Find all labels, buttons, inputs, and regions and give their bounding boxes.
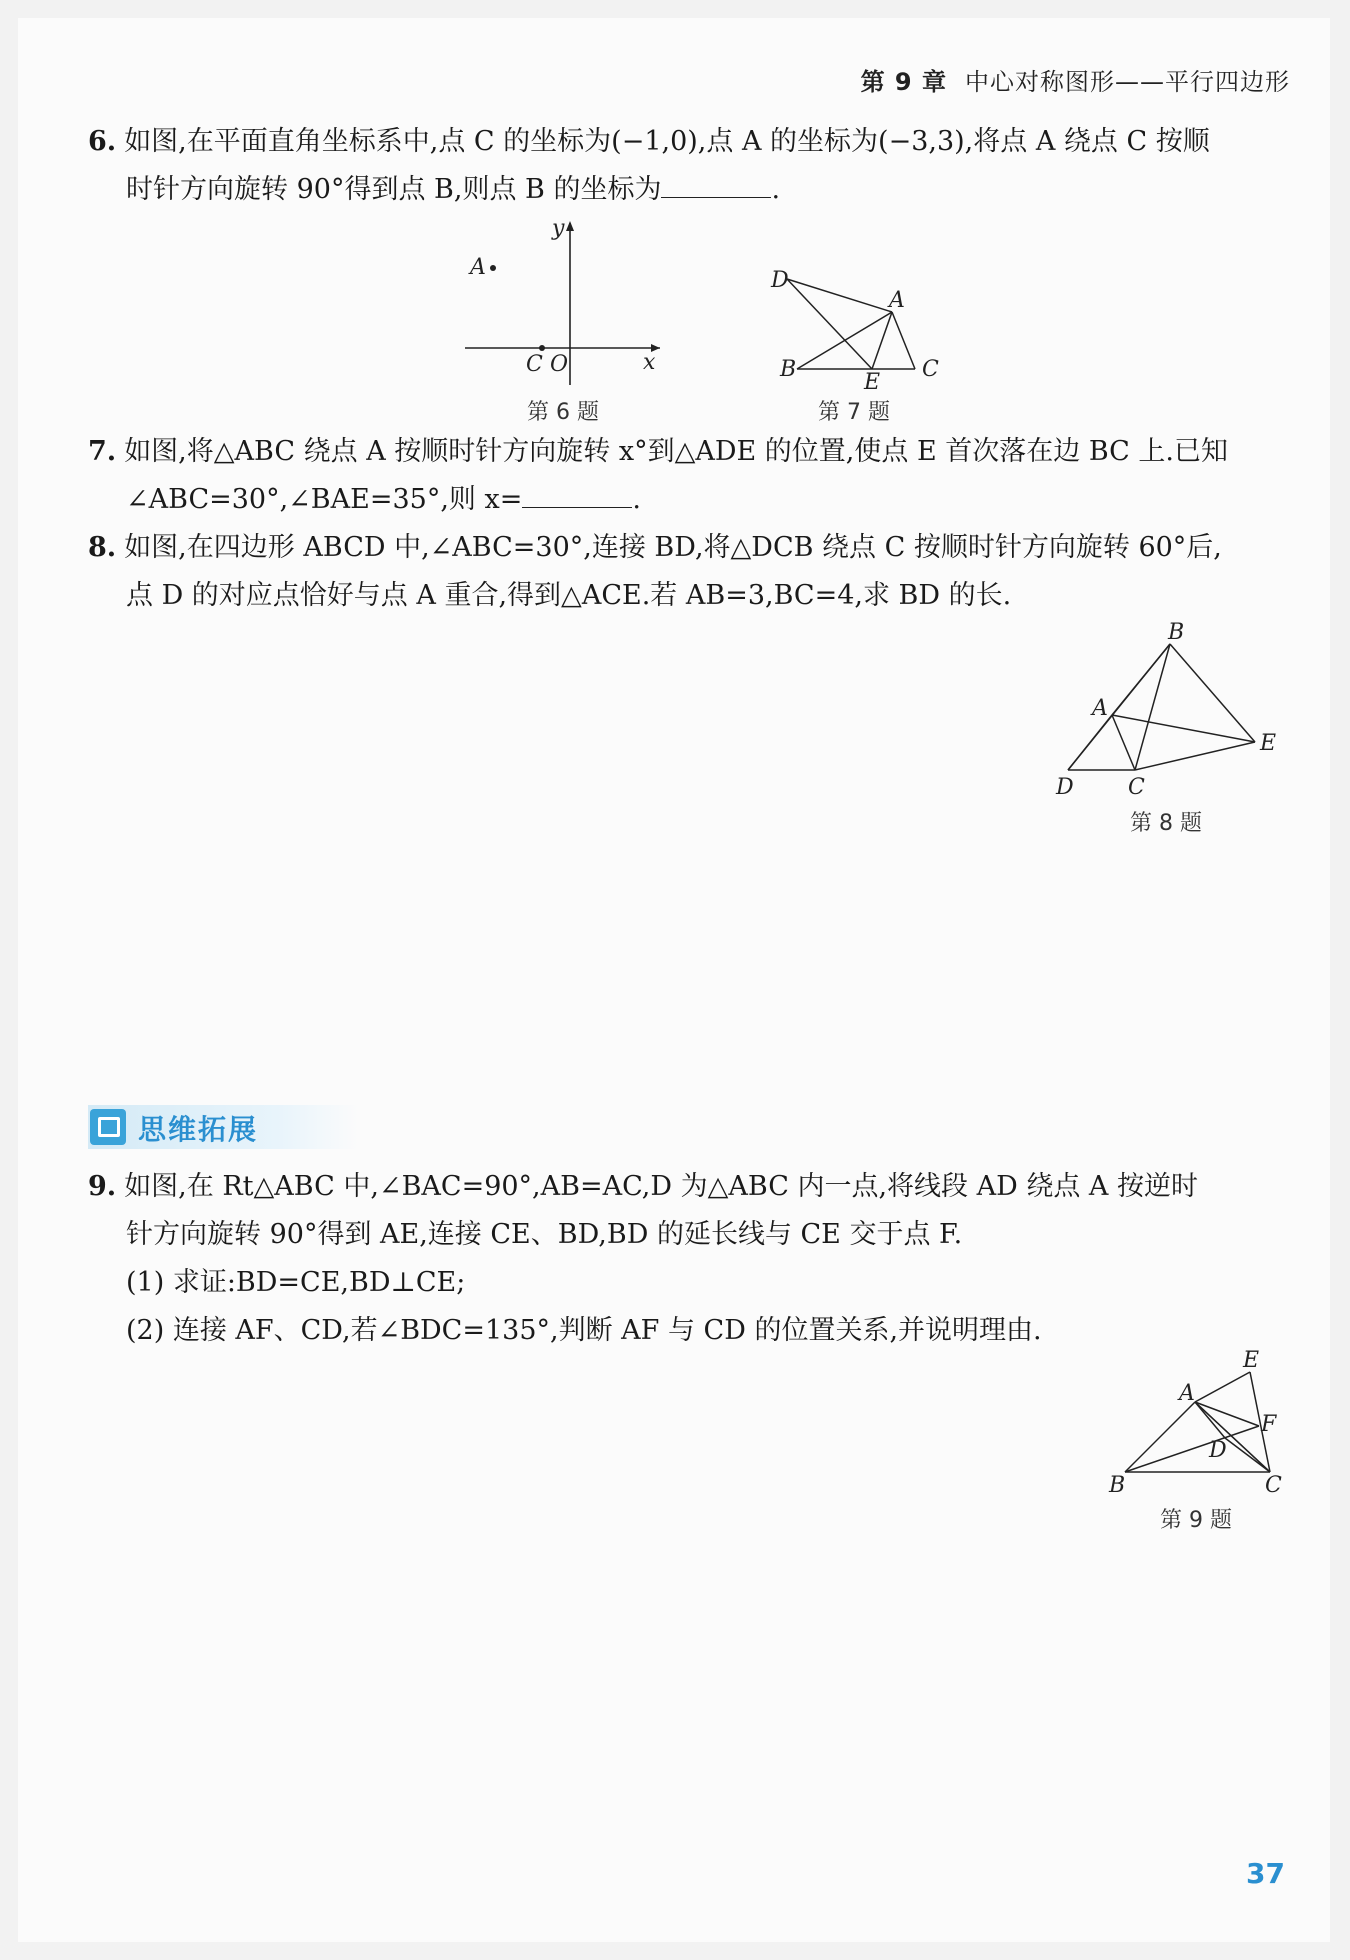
question-end: . — [632, 484, 641, 515]
figure-6-coordinate-plane — [460, 215, 670, 395]
label-o: O — [550, 352, 569, 377]
label-d: D — [1056, 775, 1074, 800]
question-8 — [88, 524, 1278, 620]
label-a: A — [1179, 1381, 1195, 1406]
label-b: B — [1168, 620, 1185, 645]
label-d: D — [1209, 1438, 1227, 1463]
figure-8-quadrilateral — [1050, 620, 1290, 800]
figure-9-caption: 第 9 题 — [1160, 1508, 1232, 1533]
section-title: 思维拓展 — [138, 1113, 259, 1146]
figure-8-caption: 第 8 题 — [1130, 811, 1202, 836]
page — [18, 18, 1330, 1942]
question-text-line1: 如图,在四边形 ABCD 中,∠ABC=30°,连接 BD,将△DCB 绕点 C 按顺时针方向旋转 60°后, — [124, 532, 1222, 563]
label-x: x — [643, 350, 656, 375]
question-part-2: (2) 连接 AF、CD,若∠BDC=135°,判断 AF 与 CD 的位置关系,并说明理由. — [126, 1315, 1042, 1346]
question-7 — [88, 428, 1278, 524]
figure-6-caption: 第 6 题 — [527, 400, 599, 425]
figure-7-triangles — [765, 262, 950, 392]
section-heading — [88, 1105, 358, 1149]
point-c — [539, 345, 545, 351]
label-y: y — [552, 216, 565, 241]
question-number: 6. — [88, 126, 117, 157]
question-end: . — [771, 174, 781, 205]
label-a: A — [1092, 696, 1108, 721]
label-c: C — [922, 357, 939, 382]
question-number: 9. — [88, 1171, 117, 1202]
question-text-line1: 如图,将△ABC 绕点 A 按顺时针方向旋转 x°到△ADE 的位置,使点 E 首次落在边 BC 上.已知 — [124, 436, 1228, 467]
label-e: E — [864, 370, 881, 392]
question-text-line2: ∠ABC=30°,∠BAE=35°,则 x= — [126, 484, 523, 515]
question-number: 7. — [88, 436, 117, 467]
page-number: 37 — [1246, 1857, 1285, 1890]
figure-9-right-triangle — [1095, 1350, 1305, 1500]
figure-7-caption: 第 7 题 — [818, 400, 890, 425]
y-axis-arrow — [566, 221, 574, 231]
label-f: F — [1261, 1412, 1277, 1437]
label-e: E — [1243, 1350, 1260, 1373]
answer-blank[interactable] — [661, 171, 771, 198]
question-text-line2: 时针方向旋转 90°得到点 B,则点 B 的坐标为 — [126, 174, 662, 205]
label-c: C — [526, 352, 543, 377]
point-a — [490, 265, 496, 271]
thinking-icon — [90, 1109, 126, 1145]
chapter-label: 第 9 章 — [860, 68, 947, 96]
question-9 — [88, 1163, 1278, 1355]
label-c: C — [1265, 1473, 1282, 1498]
answer-blank[interactable] — [522, 481, 632, 508]
label-d: D — [771, 268, 789, 293]
label-e: E — [1260, 731, 1277, 756]
question-text-line1: 如图,在平面直角坐标系中,点 C 的坐标为(−1,0),点 A 的坐标为(−3,3),将点 A 绕点 C 按顺 — [124, 126, 1210, 157]
chapter-title: 中心对称图形——平行四边形 — [965, 68, 1290, 96]
running-header — [861, 62, 1290, 97]
label-b: B — [780, 357, 797, 382]
question-number: 8. — [88, 532, 117, 563]
question-text-line2: 针方向旋转 90°得到 AE,连接 CE、BD,BD 的延长线与 CE 交于点 F. — [126, 1219, 963, 1250]
question-text-line2: 点 D 的对应点恰好与点 A 重合,得到△ACE.若 AB=3,BC=4,求 BD 的长. — [126, 580, 1012, 611]
label-c: C — [1128, 775, 1145, 800]
label-a: A — [470, 255, 486, 280]
question-text-line1: 如图,在 Rt△ABC 中,∠BAC=90°,AB=AC,D 为△ABC 内一点,将线段 AD 绕点 A 按逆时 — [124, 1171, 1199, 1202]
question-part-1: (1) 求证:BD=CE,BD⊥CE; — [126, 1267, 466, 1298]
label-b: B — [1109, 1473, 1126, 1498]
label-a: A — [889, 288, 905, 313]
question-6 — [88, 118, 1278, 214]
